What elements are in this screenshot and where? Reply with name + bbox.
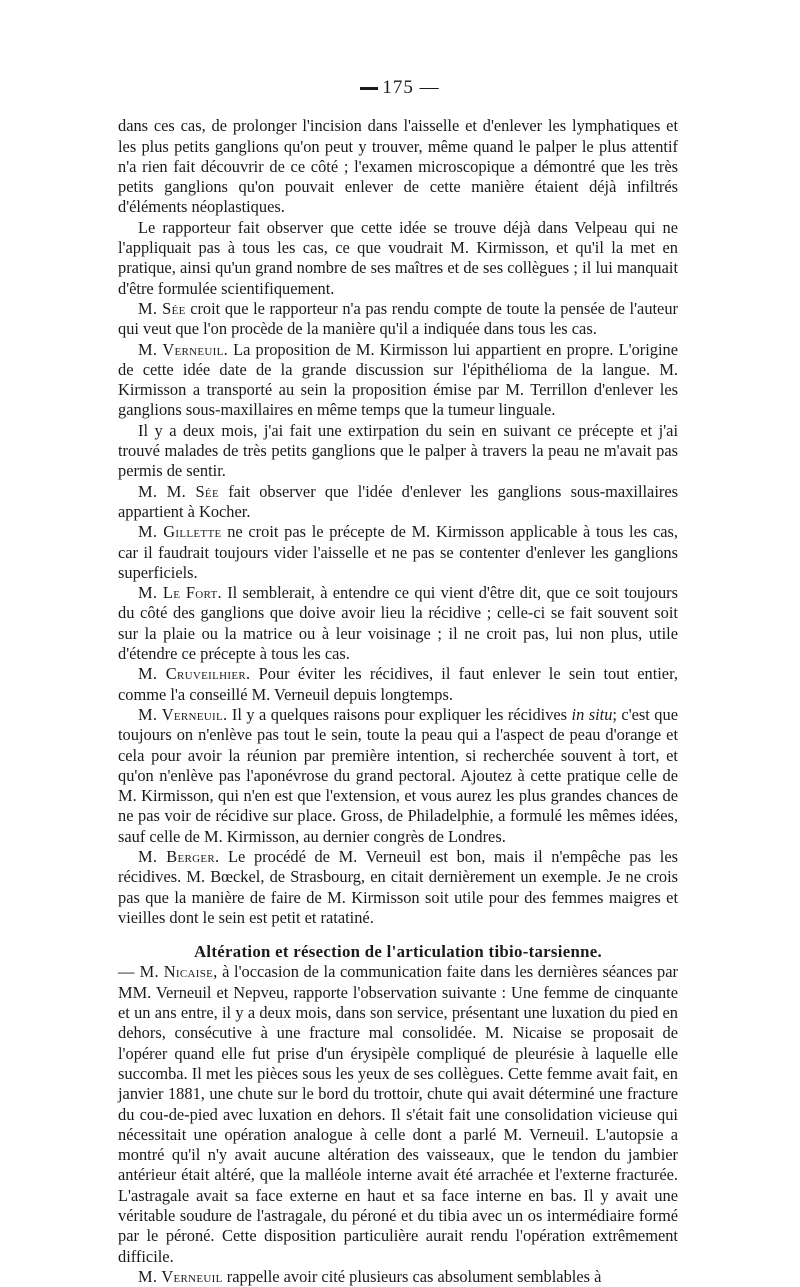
page-number: 175 — — [118, 78, 678, 98]
section-paragraph: — M. Nicaise, à l'occasion de la communication faite dans les dernières séances par MM. Verneuil et Nepveu, rapporte l'observation suivante : Une femme de cinquante et un ans entre, il y a deux mois, dans son service, présentant une luxation du pied en dehors, consécutive à une fracture mal consolidée. M. Nicaise se proposait de l'opérer quand elle fut prise d'un érysipèle compliqué de pleurésie à laquelle elle succomba. Il met les pièces sous les yeux de ses collègues. Cette femme avait fait, en janvier 1881, une chute sur le bord du trottoir, chute qui avait déterminé une fracture du cou-de-pied avec luxation en dehors. Il s'était fait une consolidation vicieuse qui nécessitait une opération analogue à celle dont a parlé M. Verneuil. L'autopsie a montré qu'il n'y avait aucune altération des vaisseaux, que le tendon du jambier antérieur était altéré, que la malléole interne avait été arrachée et l'externe fracturée. L'astragale avait sa face externe en haut et sa face interne en bas. Il y avait une véritable soudure de l'astragale, du péroné et du tibia avec un os intermédiaire formé par le péroné. Cette disposition particulière aurait rendu l'opération extrêmement difficile. — [118, 962, 678, 1266]
speaker: M. Verneuil. — [138, 339, 229, 359]
speaker: M. M. Sée — [138, 481, 219, 501]
paragraph-8: M. Le Fort. Il semblerait, à entendre ce qui vient d'être dit, que ce soit toujours du côté des ganglions que doive avoir lieu la récidive ; celle-ci se fait souvent soit sur la plaie ou la matrice ou à leur voisinage ; il ne croit pas, lui non plus, utile d'étendre ce précepte à tous les cas. — [118, 583, 679, 664]
folio-dash-left — [360, 87, 378, 90]
last-paragraph: M. Verneuil rappelle avoir cité plusieurs cas absolument semblables à — [138, 1266, 602, 1286]
paragraph-7: M. Gillette ne croit pas le précepte de M. Kirmisson applicable à tous les cas, car il faudrait toujours vider l'aisselle et ne pas se contenter d'enlever les ganglions superficiels. — [118, 522, 678, 582]
speaker: — M. Nicaise, — [118, 962, 218, 982]
paragraph-11: M. Berger. Le procédé de M. Verneuil est bon, mais il n'empêche pas les récidives. M. Bœckel, de Strasbourg, en citait dernièrement un exemple. Je ne crois pas que la manière de faire de M. Kirmisson soit utile pour des femmes maigres et vieilles dont le sein est petit et ratatiné. — [118, 846, 678, 927]
speaker: M. Gillette — [138, 522, 222, 542]
section-heading: Altération et résection de l'articulation tibio-tarsienne. — [194, 942, 602, 962]
speaker: M. Cruveilhier. — [138, 664, 251, 684]
paragraph-2: Le rapporteur fait observer que cette idée se trouve déjà dans Velpeau qui ne l'appliquait pas à tous les cas, ce que voudrait M. Kirmisson, et qu'il la met en pratique, ainsi qu'un grand nombre de ses maîtres et de ses collègues ; il lui manquait d'être formulée scientifiquement. — [118, 217, 678, 298]
paragraph-9: M. Cruveilhier. Pour éviter les récidives, il faut enlever le sein tout entier, comme l'a conseillé M. Verneuil depuis longtemps. — [118, 664, 678, 704]
speaker: M. Verneuil — [138, 1266, 223, 1286]
paragraph-5: Il y a deux mois, j'ai fait une extirpation du sein en suivant ce précepte et j'ai trouvé malades de très petits ganglions que le palper à travers la peau ne m'avait pas permis de sentir. — [118, 420, 678, 481]
speaker: M. Berger. — [138, 846, 220, 866]
speaker: M. Le Fort. — [138, 583, 222, 603]
page-number-text: 175 — [382, 77, 414, 98]
speaker: M. Sée — [138, 298, 186, 318]
paragraph-3: M. Sée croit que le rapporteur n'a pas rendu compte de toute la pensée de l'auteur qui veut que l'on procède de la manière qu'il a indiquée dans tous les cas. — [118, 298, 678, 339]
paragraph-6: M. M. Sée fait observer que l'idée d'enlever les ganglions sous-maxillaires appartient à Kocher. — [118, 481, 678, 521]
document-page — [118, 78, 678, 1287]
paragraph-1: dans ces cas, de prolonger l'incision dans l'aisselle et d'enlever les lymphatiques et les plus petits ganglions qu'on peut y trouver, même quand le palper le plus attentif n'a rien fait découvrir de ce côté ; l'examen microscopique a démontré que les très petits ganglions qu'on pouvait enlever de cette manière étaient déjà infiltrés d'éléments néoplastiques. — [118, 116, 678, 217]
italic-phrase: in situ — [571, 704, 613, 724]
speaker: M. Verneuil. — [138, 704, 228, 724]
paragraph-4: M. Verneuil. La proposition de M. Kirmisson lui appartient en propre. L'origine de cette idée date de la grande discussion sur l'épithélioma de la langue. M. Kirmisson a transporté au sein la proposition émise par M. Terrillon d'enlever les ganglions sous-maxillaires en même temps que la tumeur linguale. — [118, 339, 678, 420]
paragraph-10: M. Verneuil. Il y a quelques raisons pour expliquer les récidives in situ; c'est que toujours on n'enlève pas tout le sein, toute la peau qui a l'aspect de peau d'orange et cela pour avoir la réunion par première intention, si recherchée souvent à tort, et qu'on n'enlève pas l'aponévrose du grand pectoral. Ajoutez à cette pratique celle de M. Kirmisson, qui n'en est que l'extension, et vous aurez les plus grandes chances de ne pas voir de récidive sur place. Gross, de Philadelphie, a formulé les mêmes idées, sauf celle de M. Kirmisson, au dernier congrès de Londres. — [118, 704, 678, 846]
